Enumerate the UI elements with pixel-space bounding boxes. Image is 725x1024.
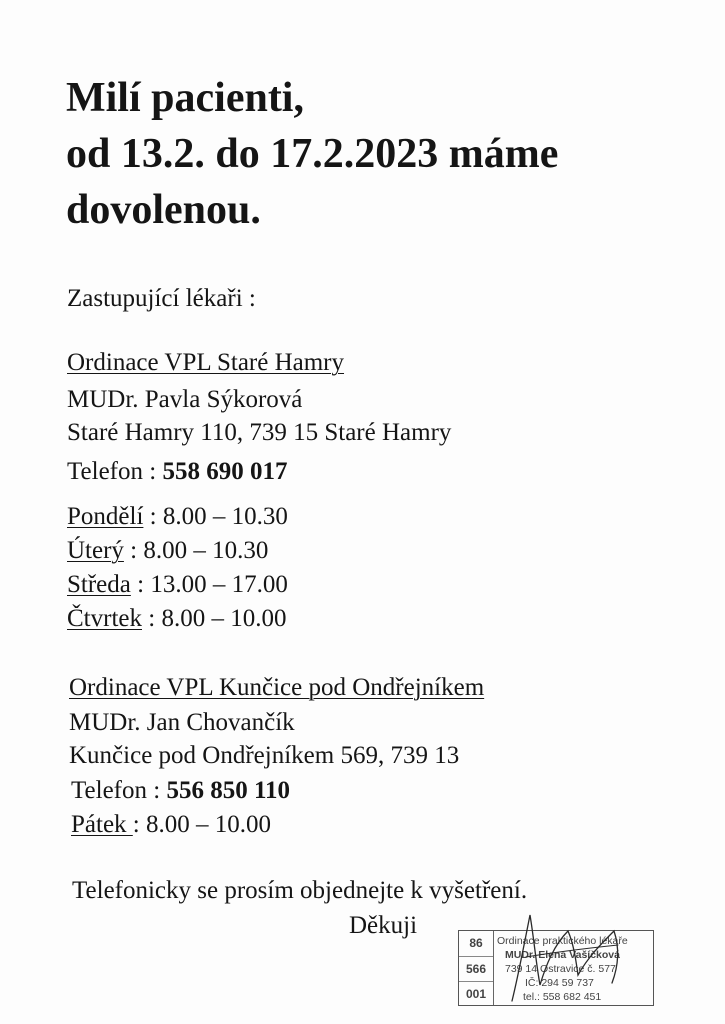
office-1-day: Pondělí [67,503,144,530]
stamp-line-1: Ordinace praktického lékaře [497,935,628,947]
office-1-day: Středa [67,571,131,598]
stamp-line-3: 739 14 Ostravice č. 577 [505,963,616,975]
office-1-day: Úterý [67,537,124,564]
thanks: Děkuji [349,912,418,939]
office-2-day: Pátek [71,811,133,838]
stamp-code: 001 [465,987,487,1002]
office-1-hours-row [67,536,268,566]
office-1-phone: 558 690 017 [162,458,288,485]
office-2-phone: 556 850 110 [166,777,291,804]
closing-note: Telefonicky se prosím objednejte k vyšetření. [72,877,528,904]
office-1-day: Čtvrtek [67,605,142,632]
stamp-line-4: IČ: 294 59 737 [525,977,594,989]
office-2-doctor: MUDr. Jan Chovančík [69,709,295,736]
office-2-title: Ordinace VPL Kunčice pod Ondřejníkem [69,674,485,701]
office-1-time: : 8.00 – 10.30 [123,537,269,564]
office-1-title: Ordinace VPL Staré Hamry [67,349,345,376]
heading-line-2: od 13.2. do 17.2.2023 máme [66,131,559,177]
office-1-time: : 8.00 – 10.00 [142,605,287,632]
stamp-code-column [459,931,494,1005]
stamp-line-2: MUDr. Elena Vašíčková [505,949,620,961]
office-1-hours-row [67,604,286,634]
heading-line-1: Milí pacienti, [66,75,304,121]
heading-line-3: dovolenou. [66,187,261,233]
handwritten-signature [490,905,650,1005]
office-1-hours-row [67,502,288,532]
stamp-line-5: tel.: 558 682 451 [523,991,602,1003]
office-1-phone-row [67,457,287,487]
stamp-code: 566 [459,957,493,983]
office-1-time: : 8.00 – 10.30 [143,503,288,530]
office-2-time: : 8.00 – 10.00 [132,811,271,838]
substitutes-label: Zastupující lékaři : [67,285,256,312]
office-1-time: : 13.00 – 17.00 [130,571,288,598]
office-2-hours-row [71,810,271,840]
announcement-heading [66,70,558,238]
office-1-hours-row [67,570,288,600]
office-1-address: Staré Hamry 110, 739 15 Staré Hamry [67,419,452,446]
office-2-phone-row [71,776,290,806]
office-1-doctor: MUDr. Pavla Sýkorová [67,386,303,413]
stamp-code: 86 [459,931,493,957]
office-1-phone-label: Telefon : [67,458,163,485]
office-2-address: Kunčice pod Ondřejníkem 569, 739 13 [69,742,460,769]
office-2-phone-label: Telefon : [71,777,167,804]
